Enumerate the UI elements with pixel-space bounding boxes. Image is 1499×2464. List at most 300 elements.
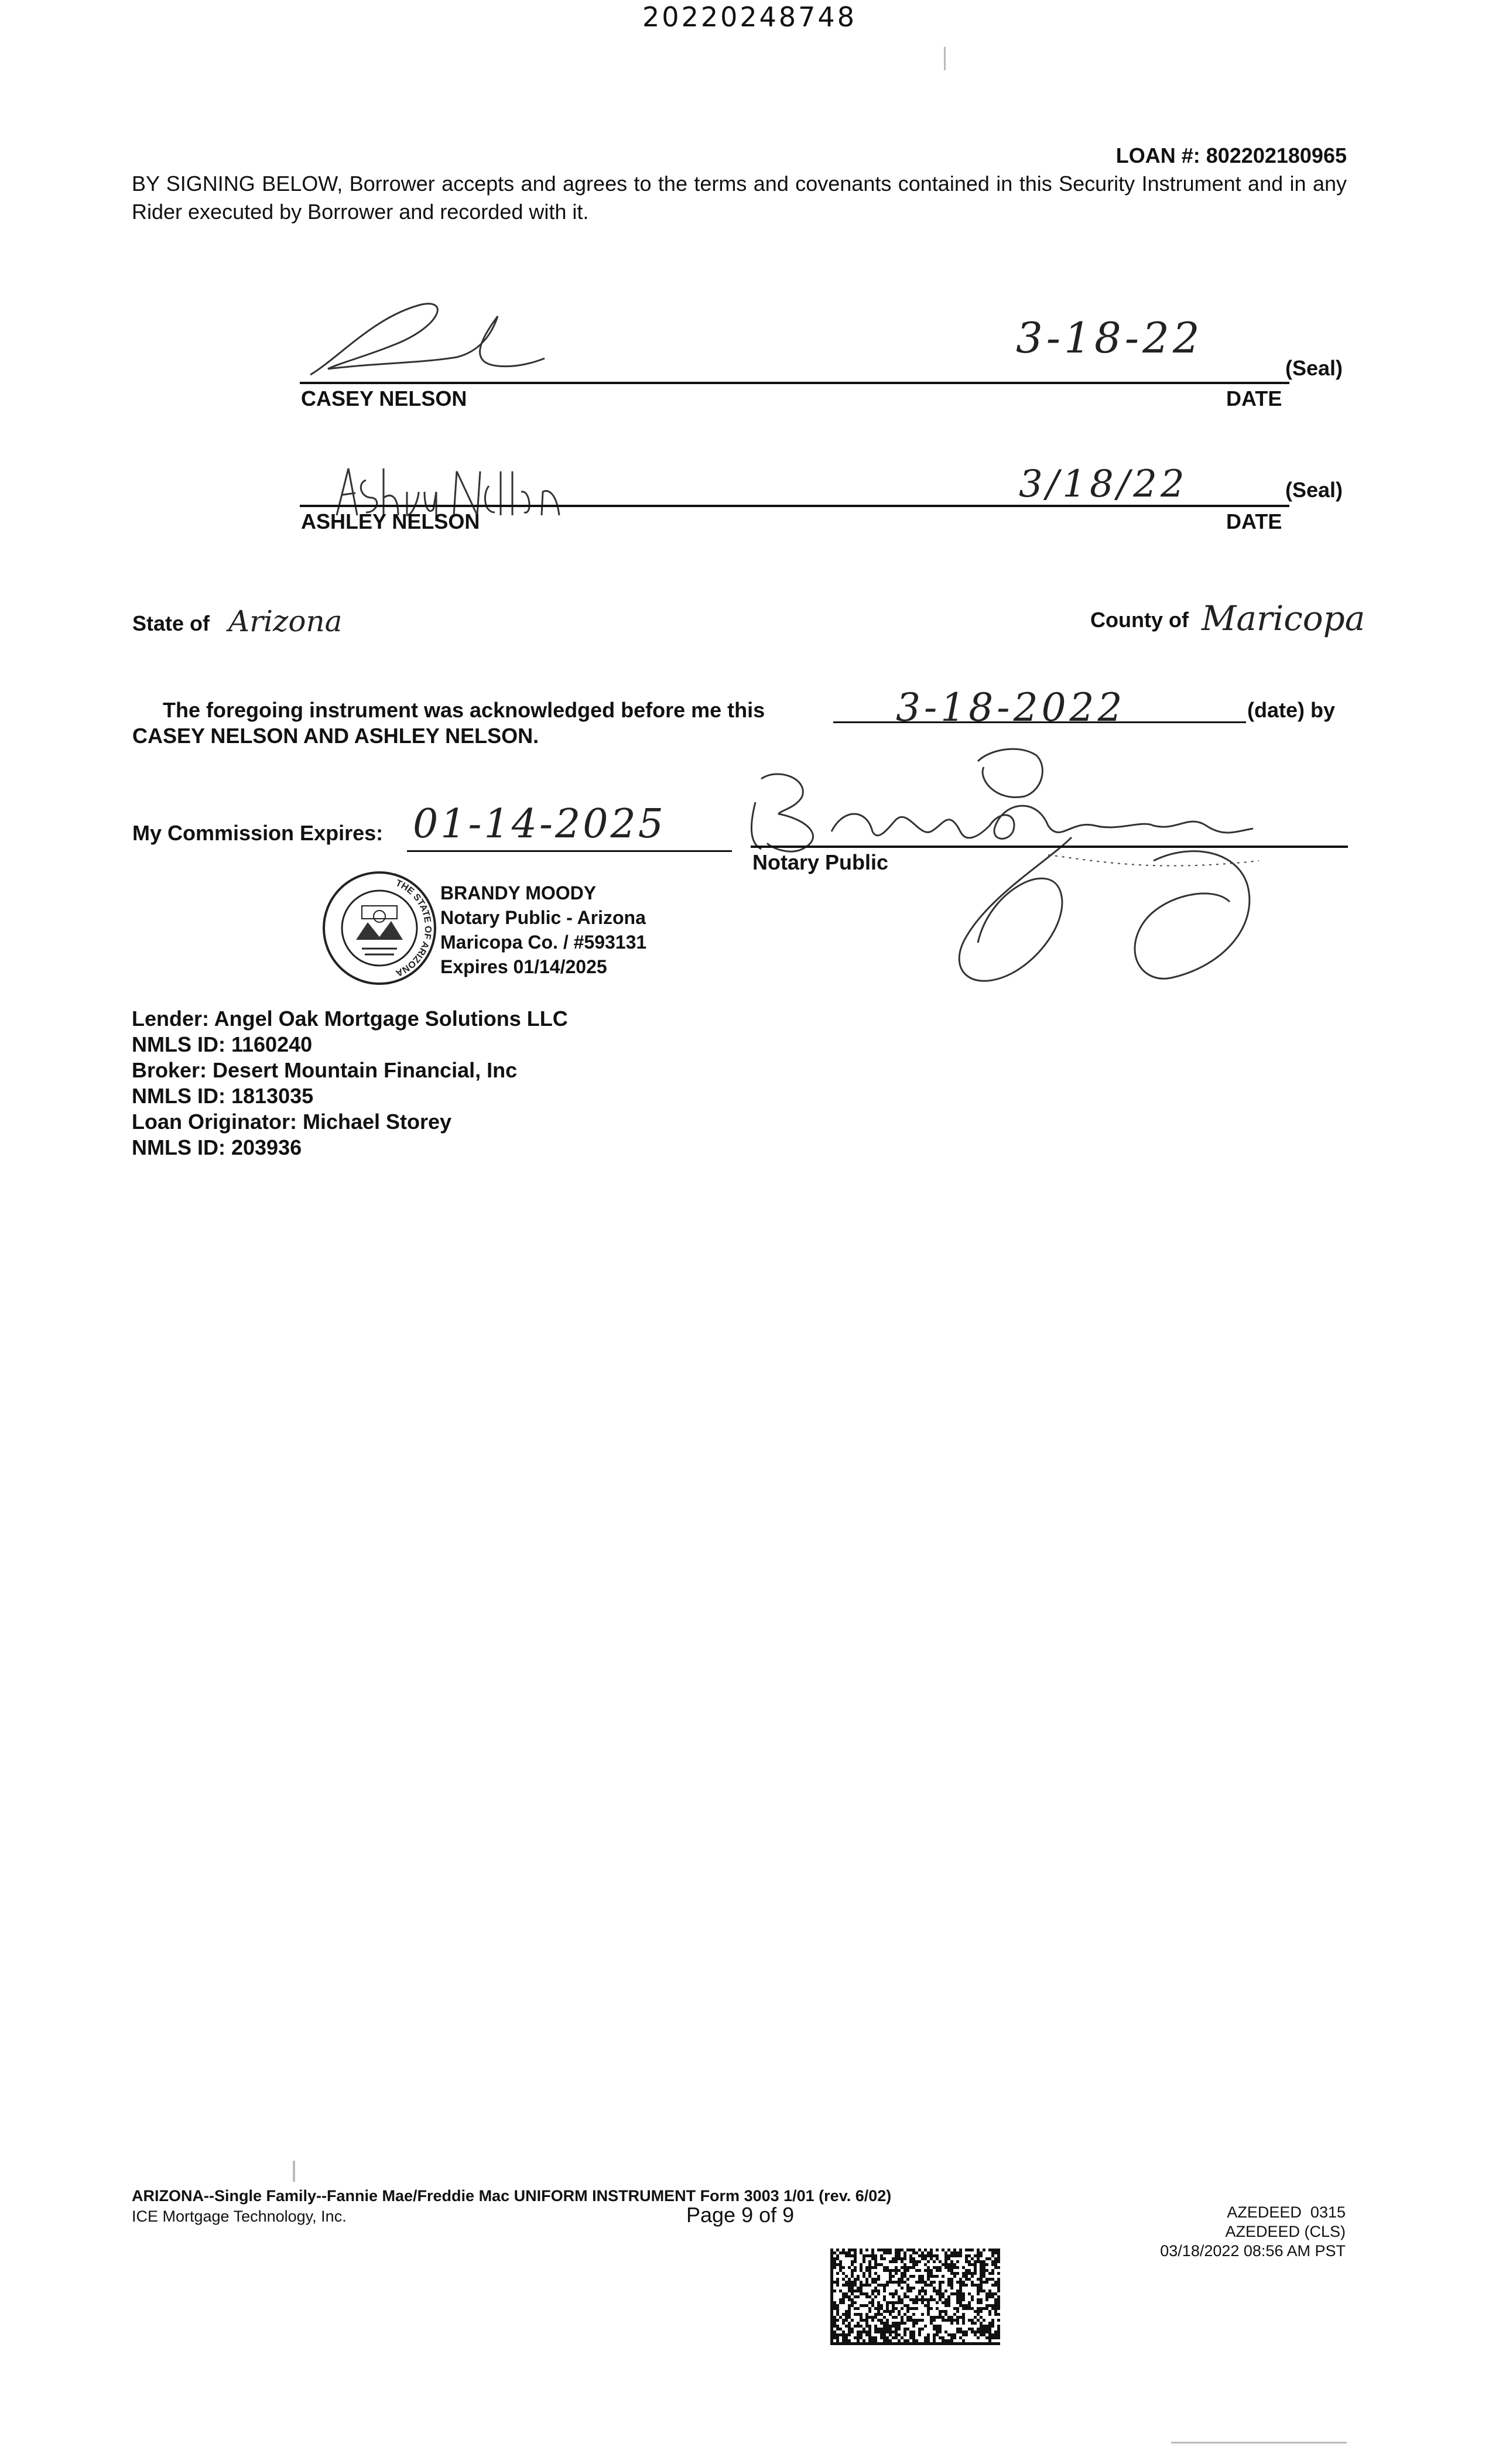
barcode-module [836,2254,839,2257]
barcode-module [918,2342,921,2345]
barcode-module [836,2281,839,2284]
barcode-module [839,2301,842,2304]
barcode-module [985,2292,988,2295]
barcode-module [833,2290,836,2292]
barcode-module [971,2328,974,2330]
barcode-module [988,2330,991,2333]
barcode-module [903,2295,906,2298]
barcode-module [889,2249,892,2251]
barcode-module [942,2301,944,2304]
barcode-module [994,2313,997,2316]
barcode-module [971,2342,974,2345]
barcode-module [927,2278,930,2281]
barcode-module [959,2251,962,2254]
barcode-module [868,2328,871,2330]
barcode-module [977,2292,980,2295]
barcode-module [860,2281,863,2284]
barcode-module [991,2342,994,2345]
barcode-module [980,2281,983,2284]
barcode-module [924,2281,927,2284]
barcode-module [974,2269,977,2272]
barcode-module [933,2290,936,2292]
barcode-module [874,2342,877,2345]
barcode-module [942,2336,944,2339]
barcode-module [845,2342,848,2345]
barcode-module [997,2290,1000,2292]
barcode-module [985,2269,988,2272]
barcode-module [895,2307,898,2310]
barcode-module [892,2325,895,2328]
barcode-module [933,2319,936,2322]
barcode-module [933,2281,936,2284]
barcode-module [950,2319,953,2322]
barcode-module [947,2316,950,2319]
barcode-module [830,2310,833,2313]
barcode-module [842,2266,845,2269]
barcode-module [854,2269,857,2272]
barcode-module [980,2263,983,2266]
barcode-module [936,2342,939,2345]
barcode-module [909,2249,912,2251]
barcode-module [953,2342,956,2345]
barcode-module [971,2295,974,2298]
ashley-nelson-date-label: DATE [1226,509,1282,533]
barcode-module [912,2298,915,2301]
barcode-module [848,2249,851,2251]
barcode-module [868,2254,871,2257]
acknowledgment-sentence: The foregoing instrument was acknowledged before me this [163,698,765,722]
barcode-module [965,2342,968,2345]
barcode-module [991,2319,994,2322]
barcode-module [927,2301,930,2304]
barcode-module [883,2287,886,2290]
barcode-module [883,2249,886,2251]
barcode-module [962,2342,965,2345]
barcode-module [918,2278,921,2281]
barcode-module [830,2287,833,2290]
barcode-module [903,2254,906,2257]
barcode-module [912,2313,915,2316]
barcode-module [848,2290,851,2292]
barcode-module [851,2249,854,2251]
barcode-module [927,2260,930,2263]
barcode-module [854,2325,857,2328]
barcode-module [983,2269,985,2272]
barcode-module [830,2290,833,2292]
barcode-module [836,2342,839,2345]
barcode-module [959,2290,962,2292]
barcode-module [944,2290,947,2292]
barcode-module [845,2281,848,2284]
barcode-module [991,2254,994,2257]
barcode-module [956,2330,959,2333]
barcode-module [871,2342,874,2345]
barcode-module [927,2304,930,2307]
barcode-module [974,2322,977,2325]
barcode-module [980,2301,983,2304]
barcode-module [880,2263,883,2266]
barcode-module [842,2330,845,2333]
barcode-module [988,2292,991,2295]
barcode-module [880,2319,883,2322]
barcode-module [980,2342,983,2345]
footer-form-title: ARIZONA--Single Family--Fannie Mae/Freddie Mac UNIFORM INSTRUMENT Form 3003 1/01 (rev. 6/02) [132,2187,892,2205]
barcode-module [886,2336,889,2339]
barcode-module [994,2342,997,2345]
barcode-module [830,2313,833,2316]
barcode-module [953,2336,956,2339]
barcode-module [860,2263,863,2266]
barcode-module [962,2266,965,2269]
barcode-module [848,2281,851,2284]
barcode-module [830,2257,833,2260]
barcode-module [901,2322,903,2325]
barcode-module [868,2301,871,2304]
barcode-module [991,2292,994,2295]
barcode-module [985,2336,988,2339]
barcode-module [865,2269,868,2272]
barcode-module [930,2295,933,2298]
barcode-module [830,2254,833,2257]
barcode-module [851,2342,854,2345]
barcode-module [883,2298,886,2301]
barcode-module [939,2260,942,2263]
barcode-module [903,2342,906,2345]
barcode-module [874,2325,877,2328]
barcode-module [851,2281,854,2284]
barcode-module [889,2313,892,2316]
state-value-handwritten: Arizona [228,604,343,638]
barcode-module [974,2263,977,2266]
barcode-module [921,2278,924,2281]
barcode-module [860,2292,863,2295]
barcode-module [874,2287,877,2290]
barcode-module [874,2257,877,2260]
barcode-module [903,2304,906,2307]
barcode-module [871,2304,874,2307]
barcode-module [956,2301,959,2304]
barcode-module [983,2325,985,2328]
barcode-module [968,2319,971,2322]
barcode-module [833,2316,836,2319]
barcode-module [883,2342,886,2345]
barcode-module [994,2307,997,2310]
barcode-module [895,2325,898,2328]
barcode-module [930,2316,933,2319]
barcode-module [886,2281,889,2284]
barcode-module [921,2313,924,2316]
barcode-module [997,2295,1000,2298]
barcode-module [880,2333,883,2336]
barcode-module [854,2278,857,2281]
barcode-module [953,2251,956,2254]
barcode-module [868,2307,871,2310]
barcode-module [947,2298,950,2301]
footer-company: ICE Mortgage Technology, Inc. [132,2208,347,2225]
barcode-module [924,2254,927,2257]
barcode-module [895,2322,898,2325]
notary-stamp-county: Maricopa Co. / #593131 [440,932,647,953]
barcode-module [906,2269,909,2272]
barcode-module [936,2328,939,2330]
barcode-module [833,2307,836,2310]
barcode-module [947,2269,950,2272]
barcode-module [927,2254,930,2257]
ashley-nelson-seal-label: (Seal) [1285,478,1343,502]
barcode-module [877,2328,880,2330]
barcode-module [936,2292,939,2295]
barcode-module [912,2287,915,2290]
barcode-module [927,2298,930,2301]
barcode-module [854,2295,857,2298]
barcode-module [865,2254,868,2257]
acknowledgment-names: CASEY NELSON AND ASHLEY NELSON. [132,724,539,748]
barcode-module [965,2284,968,2287]
barcode-module [898,2328,901,2330]
barcode-module [997,2304,1000,2307]
barcode-module [857,2336,860,2339]
barcode-module [933,2266,936,2269]
barcode-module [877,2304,880,2307]
barcode-module [921,2295,924,2298]
barcode-module [962,2319,965,2322]
barcode-module [871,2319,874,2322]
barcode-module [956,2322,959,2325]
barcode-module [874,2328,877,2330]
barcode-module [974,2266,977,2269]
barcode-module [889,2292,892,2295]
barcode-module [857,2342,860,2345]
barcode-module [903,2322,906,2325]
barcode-module [947,2249,950,2251]
barcode-module [871,2249,874,2251]
barcode-module [947,2295,950,2298]
barcode-module [842,2333,845,2336]
barcode-module [886,2251,889,2254]
barcode-module [863,2275,865,2278]
barcode-module [991,2263,994,2266]
barcode-module [997,2287,1000,2290]
scan-speck [293,2161,295,2182]
barcode-module [851,2272,854,2275]
barcode-module [983,2266,985,2269]
barcode-module [939,2328,942,2330]
barcode-module [915,2339,918,2342]
barcode-module [889,2260,892,2263]
barcode-module [991,2278,994,2281]
barcode-module [909,2260,912,2263]
barcode-module [947,2266,950,2269]
barcode-module [977,2260,980,2263]
barcode-module [883,2310,886,2313]
barcode-module [898,2281,901,2284]
barcode-module [980,2316,983,2319]
barcode-module [988,2339,991,2342]
barcode-module [860,2251,863,2254]
barcode-module [857,2287,860,2290]
barcode-module [927,2284,930,2287]
barcode-module [927,2313,930,2316]
barcode-module [921,2319,924,2322]
datamatrix-barcode [830,2249,1000,2345]
barcode-module [944,2301,947,2304]
barcode-module [871,2257,874,2260]
barcode-module [906,2304,909,2307]
barcode-module [977,2330,980,2333]
barcode-module [977,2301,980,2304]
barcode-module [991,2333,994,2336]
barcode-module [857,2295,860,2298]
barcode-module [959,2292,962,2295]
barcode-module [991,2295,994,2298]
barcode-module [880,2257,883,2260]
barcode-module [845,2336,848,2339]
barcode-module [860,2284,863,2287]
barcode-module [892,2260,895,2263]
barcode-module [833,2301,836,2304]
barcode-module [892,2295,895,2298]
barcode-module [839,2290,842,2292]
loan-originator-line: Loan Originator: Michael Storey [132,1110,452,1134]
barcode-module [860,2319,863,2322]
barcode-module [880,2304,883,2307]
barcode-module [857,2322,860,2325]
barcode-module [901,2307,903,2310]
barcode-module [944,2313,947,2316]
barcode-module [830,2339,833,2342]
barcode-module [918,2290,921,2292]
barcode-module [921,2290,924,2292]
barcode-module [956,2316,959,2319]
barcode-module [936,2269,939,2272]
barcode-module [871,2281,874,2284]
barcode-module [848,2307,851,2310]
barcode-module [889,2328,892,2330]
barcode-module [959,2254,962,2257]
barcode-module [930,2319,933,2322]
barcode-module [924,2249,927,2251]
barcode-module [865,2342,868,2345]
acknowledgment-date-line [833,721,1246,723]
barcode-module [997,2257,1000,2260]
barcode-module [851,2298,854,2301]
barcode-module [980,2330,983,2333]
barcode-module [988,2249,991,2251]
notary-stamp-title: Notary Public - Arizona [440,907,646,928]
barcode-module [889,2330,892,2333]
barcode-module [950,2272,953,2275]
barcode-module [842,2322,845,2325]
barcode-module [833,2333,836,2336]
barcode-module [936,2316,939,2319]
casey-nelson-date-label: DATE [1226,386,1282,410]
barcode-module [997,2333,1000,2336]
barcode-module [965,2307,968,2310]
barcode-module [898,2310,901,2313]
barcode-module [988,2313,991,2316]
barcode-module [848,2330,851,2333]
barcode-module [983,2330,985,2333]
barcode-module [936,2290,939,2292]
barcode-module [863,2319,865,2322]
barcode-module [877,2290,880,2292]
barcode-module [909,2336,912,2339]
barcode-module [883,2257,886,2260]
barcode-module [921,2287,924,2290]
barcode-module [880,2322,883,2325]
barcode-module [871,2251,874,2254]
barcode-module [968,2328,971,2330]
barcode-module [857,2333,860,2336]
state-of-arizona-seal [321,870,438,987]
barcode-module [895,2249,898,2251]
barcode-module [912,2249,915,2251]
barcode-module [921,2254,924,2257]
barcode-module [971,2330,974,2333]
barcode-module [883,2328,886,2330]
barcode-module [924,2325,927,2328]
barcode-module [936,2266,939,2269]
barcode-module [921,2251,924,2254]
barcode-module [909,2316,912,2319]
barcode-module [898,2284,901,2287]
barcode-module [874,2316,877,2319]
barcode-module [883,2325,886,2328]
barcode-module [854,2301,857,2304]
barcode-module [994,2304,997,2307]
barcode-module [868,2266,871,2269]
barcode-module [830,2304,833,2307]
barcode-module [874,2281,877,2284]
barcode-module [980,2325,983,2328]
barcode-module [983,2333,985,2336]
barcode-module [848,2322,851,2325]
barcode-module [833,2330,836,2333]
barcode-module [851,2292,854,2295]
barcode-module [959,2284,962,2287]
barcode-module [863,2339,865,2342]
barcode-module [971,2281,974,2284]
barcode-module [965,2257,968,2260]
barcode-module [968,2304,971,2307]
barcode-module [830,2275,833,2278]
barcode-module [903,2330,906,2333]
barcode-module [883,2336,886,2339]
barcode-module [933,2275,936,2278]
barcode-module [842,2295,845,2298]
barcode-module [985,2281,988,2284]
barcode-module [871,2301,874,2304]
barcode-module [939,2290,942,2292]
barcode-module [892,2301,895,2304]
barcode-module [874,2266,877,2269]
barcode-module [909,2254,912,2257]
barcode-module [918,2269,921,2272]
barcode-module [939,2298,942,2301]
barcode-module [839,2269,842,2272]
barcode-module [880,2336,883,2339]
barcode-module [980,2284,983,2287]
barcode-module [830,2249,833,2251]
barcode-module [898,2249,901,2251]
barcode-module [863,2272,865,2275]
svg-text:THE STATE OF ARIZONA [394,878,433,978]
barcode-module [901,2272,903,2275]
barcode-module [865,2325,868,2328]
barcode-module [912,2266,915,2269]
barcode-module [871,2292,874,2295]
barcode-module [956,2290,959,2292]
